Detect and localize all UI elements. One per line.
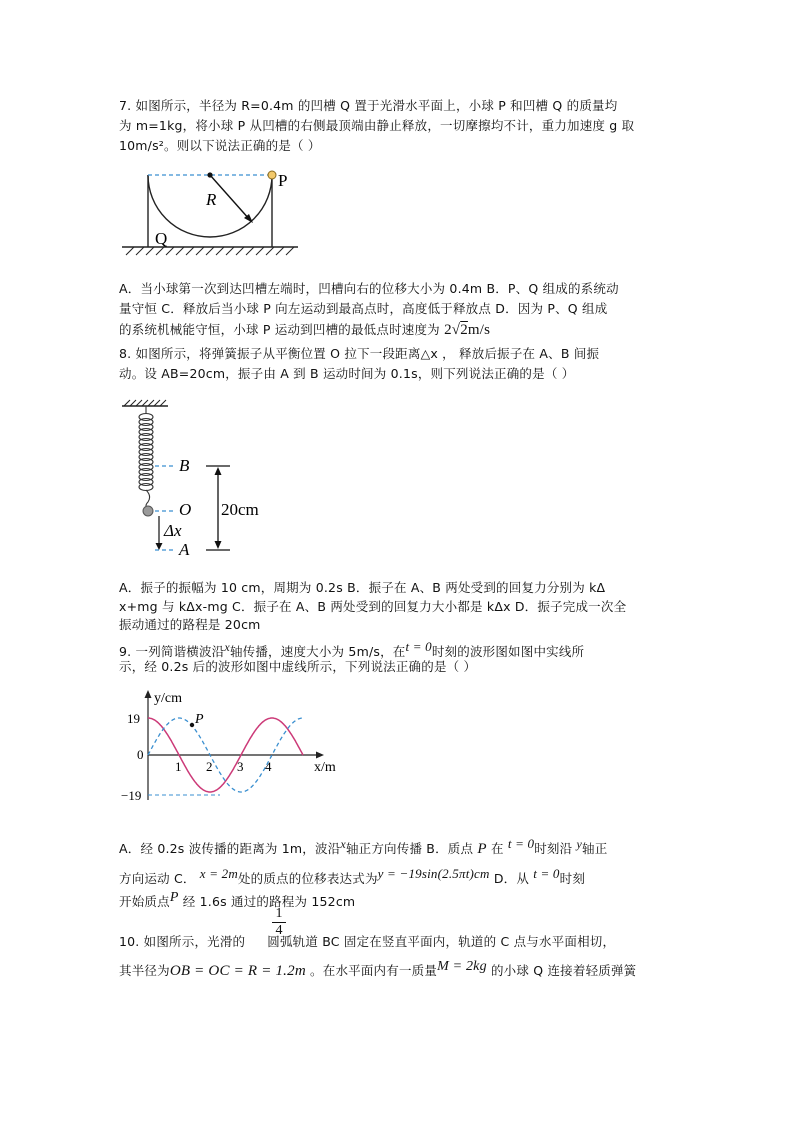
q9-opt1-var-P: P <box>477 841 487 858</box>
q9-opt2-equation: y = −19sin(2.5πt)cm <box>377 866 490 881</box>
q9-x-tick-4: 4 <box>265 759 272 774</box>
q9-opt1-text-a: A．经 0.2s 波传播的距离为 1m，波沿 <box>119 841 341 857</box>
q8-label-B: B <box>179 456 190 475</box>
q8-ceiling-hatch <box>124 400 166 406</box>
q8-bracket-arrow-down <box>215 541 222 549</box>
q9-opt1-var-y: y <box>576 837 583 851</box>
q9-opt3-var-P: P <box>169 890 179 905</box>
q7-velocity-expression <box>444 322 490 338</box>
q8-option-line-1: A．振子的振幅为 10 cm，周期为 0.2s B．振子在 A、B 两处受到的回复力分别为 kΔ <box>119 580 606 595</box>
q9-x-tick-3: 3 <box>237 759 244 774</box>
q7-stem-line-1: 7. 如图所示，半径为 R=0.4m 的凹槽 Q 置于光滑水平面上，小球 P 和凹槽 Q 的质量均 <box>119 98 618 113</box>
q9-opt1-var-t0: t = 0 <box>507 836 535 851</box>
q10-radius-equation: OB = OC = R = 1.2m <box>169 963 306 980</box>
q7-option-line-2: 量守恒 C．释放后当小球 P 向左运动到最高点时，高度低于释放点 D．因为 P、Q 组成 <box>119 301 608 316</box>
q9-opt3-text-a: 开始质点 <box>119 894 170 910</box>
q7-label-R: R <box>206 190 217 209</box>
q9-opt1-text-d: 时刻沿 <box>534 841 573 857</box>
q9-ylabel: y/cm <box>154 691 182 706</box>
q9-y-tick-19: 19 <box>127 711 140 726</box>
q7-option-line-1: A．当小球第一次到达凹槽左端时，凹槽向右的位移大小为 0.4m B．P、Q 组成的系统动 <box>119 281 619 296</box>
q9-opt2-x2: x = 2m <box>199 866 238 881</box>
q7-velocity-unit: m/s <box>467 322 491 338</box>
q8-spring <box>139 406 153 509</box>
q9-option-line-3 <box>119 889 355 911</box>
q7-option-line-3 <box>119 321 490 339</box>
q9-opt2-text-a: 方向运动 C． <box>119 871 196 887</box>
q10-fraction-denominator: 4 <box>272 922 286 939</box>
q8-stem-line-1: 8. 如图所示，将弹簧振子从平衡位置 O 拉下一段距离△x ， 释放后振子在 A、B 间振 <box>119 346 600 361</box>
q10-text-e: 的小球 Q 连接着轻质弹簧 <box>490 963 637 979</box>
q8-label-A: A <box>179 540 190 558</box>
q8-label-O: O <box>179 500 192 519</box>
q9-x-tick-1: 1 <box>175 759 182 774</box>
q7-stem-line-2: 为 m=1kg，将小球 P 从凹槽的右侧最顶端由静止释放，一切摩擦均不计，重力加速度 g 取 <box>119 118 635 133</box>
q9-stem-text-b: 轴传播，速度大小为 5m/s，在 <box>229 644 406 660</box>
q7-ball-P <box>268 171 276 179</box>
q8-label-dx: Δx <box>164 521 182 540</box>
q7-velocity-coef: 2 <box>444 322 452 338</box>
q9-wave-figure <box>118 688 348 806</box>
sqrt-icon: √ <box>451 322 461 338</box>
q7-label-P: P <box>278 171 288 190</box>
q9-y-tick-neg19: −19 <box>121 788 142 803</box>
q7-option-line-3-text: 的系统机械能守恒，小球 P 运动到凹槽的最低点时速度为 <box>119 322 440 337</box>
q10-text-c: 其半径为 <box>119 963 170 979</box>
q10-text-b: 圆弧轨道 BC 固定在竖直平面内，轨道的 C 点与水平面相切， <box>267 934 616 949</box>
q9-stem-line-2: 示，经 0.2s 后的波形如图中虚线所示，下列说法正确的是（ ） <box>119 659 477 674</box>
q10-mass-equation: M = 2kg <box>437 959 487 974</box>
q10-stem-line-1 <box>119 933 615 951</box>
q9-var-x: x <box>224 640 230 654</box>
q9-opt1-text-b: 轴正方向传播 B．质点 <box>345 841 474 857</box>
q7-velocity-root: 2 <box>460 322 468 338</box>
q9-x-tick-2: 2 <box>206 759 213 774</box>
q8-oscillator-ball <box>143 506 153 516</box>
q8-spring-figure <box>118 398 288 558</box>
q9-label-P: P <box>195 712 204 727</box>
q9-stem-text-a: 9. 一列简谐横波沿 <box>119 644 225 660</box>
q9-var-t0: t = 0 <box>405 639 432 654</box>
q9-x-axis-arrow <box>316 752 324 759</box>
q9-xlabel: x/m <box>314 760 336 775</box>
q9-option-line-1 <box>119 835 607 858</box>
q7-label-Q: Q <box>155 229 168 248</box>
q9-opt3-text-b: 经 1.6s 通过的路程为 152cm <box>182 894 356 910</box>
q9-stem-text-c: 时刻的波形图如图中实线所 <box>431 644 585 660</box>
q10-fraction-numerator: 1 <box>275 906 283 921</box>
q9-y-axis-arrow <box>145 690 152 698</box>
q10-stem-line-2 <box>119 958 636 980</box>
q7-ground-hatch <box>126 247 294 255</box>
q8-label-20cm: 20cm <box>221 500 259 519</box>
q7-groove-figure <box>120 165 305 260</box>
q9-opt2-text-c: D．从 <box>493 871 530 887</box>
q8-dx-arrowhead <box>156 543 163 550</box>
q8-bracket-arrow-up <box>215 467 222 475</box>
q8-option-line-2: x+mg 与 kΔx-mg C．振子在 A、B 两处受到的回复力大小都是 kΔx D．振子完成一次全 <box>119 599 627 614</box>
q9-point-P <box>190 723 194 727</box>
q9-opt2-text-d: 时刻 <box>559 871 586 887</box>
q9-opt1-text-e: 轴正 <box>582 841 608 857</box>
q9-opt1-var-x: x <box>340 837 346 851</box>
q9-opt1-text-c: 在 <box>490 841 504 857</box>
q9-opt2-text-b: 处的质点的位移表达式为 <box>237 871 378 887</box>
q8-option-line-3: 振动通过的路程是 20cm <box>119 617 261 632</box>
q10-text-d: 。在水平面内有一质量 <box>310 963 438 979</box>
q10-text-a: 10. 如图所示，光滑的 <box>119 934 246 949</box>
q7-stem-line-3: 10m/s²。则以下说法正确的是（ ） <box>119 138 321 153</box>
q9-option-line-2 <box>119 865 585 888</box>
q9-opt2-t0: t = 0 <box>533 866 560 881</box>
q9-y-tick-0: 0 <box>137 747 144 762</box>
q8-stem-line-2: 动。设 AB=20cm，振子由 A 到 B 运动时间为 0.1s，则下列说法正确的是（ ） <box>119 366 575 381</box>
